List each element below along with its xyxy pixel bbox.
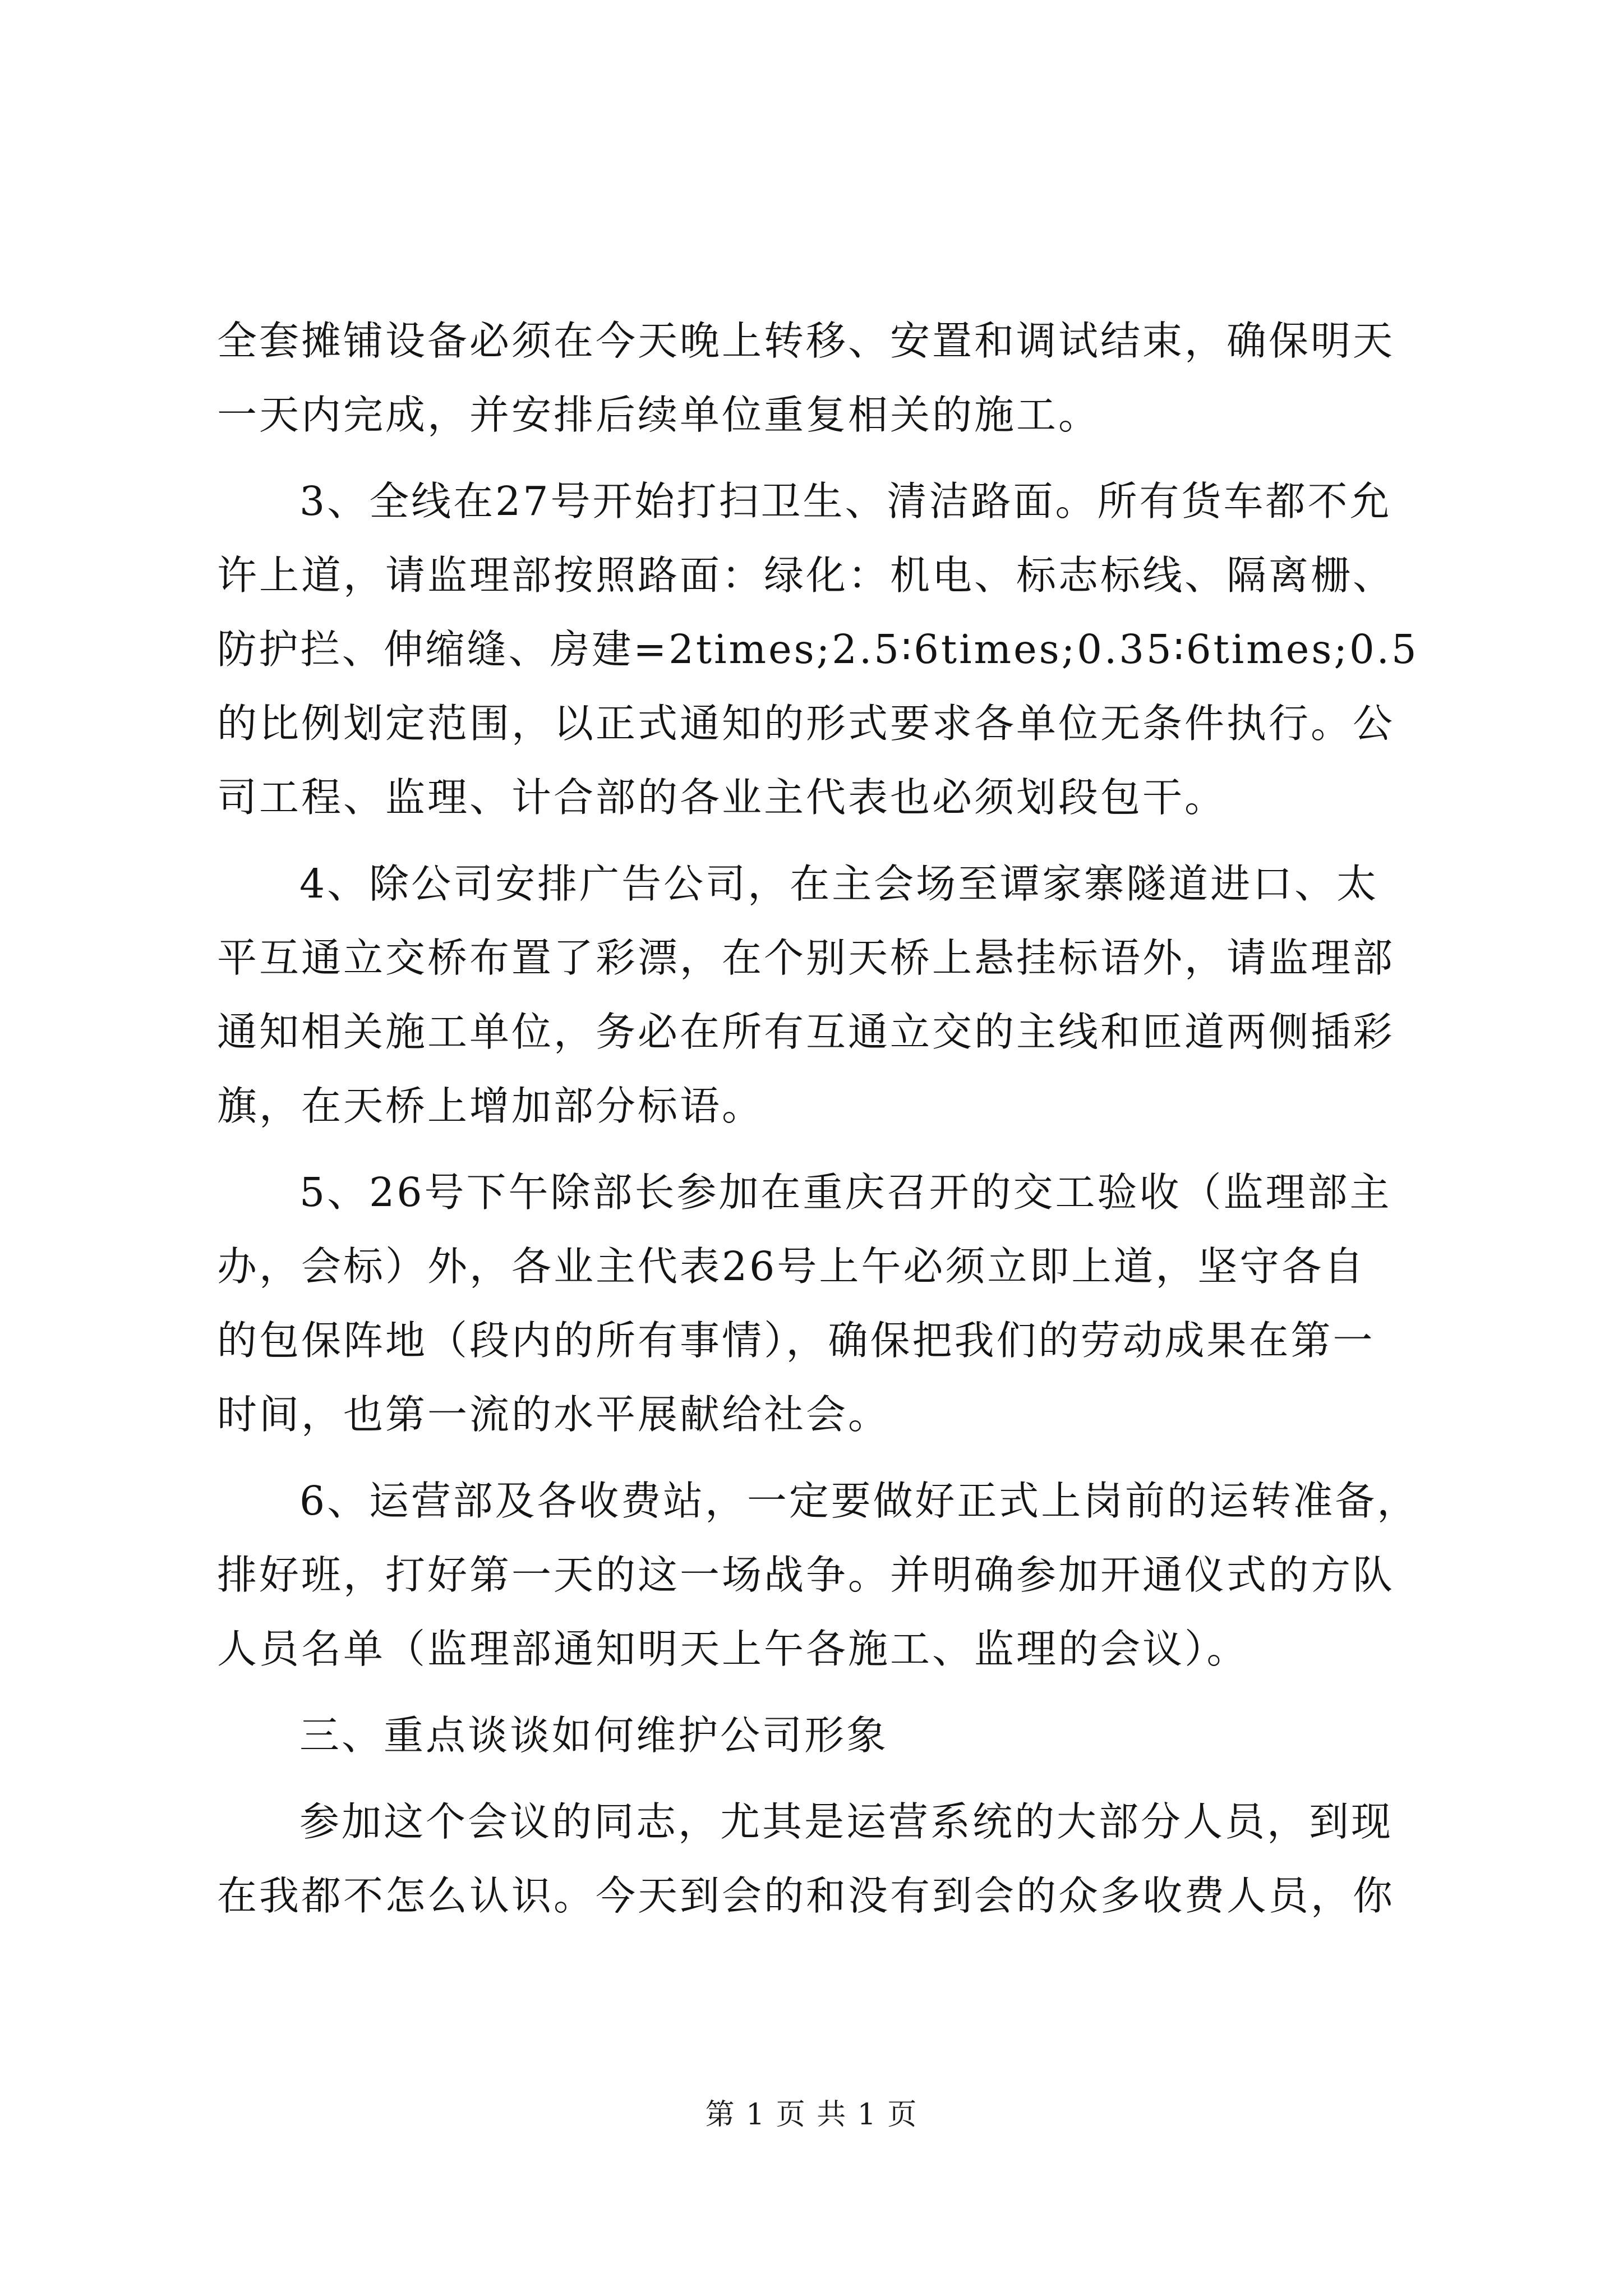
text-line: 办，会标）外，各业主代表26号上午必须立即上道，坚守各自 [217,1243,1366,1290]
text-line: 平互通立交桥布置了彩漂，在个别天桥上悬挂标语外，请监理部 [217,935,1395,981]
text-line: 司工程、监理、计合部的各业主代表也必须划段包干。 [217,774,1227,821]
text-line: 时间，也第一流的水平展献给社会。 [217,1391,891,1438]
text-line: 的包保阵地（段内的所有事情），确保把我们的劳动成果在第一 [217,1317,1375,1364]
text-line: 防护拦、伸缩缝、房建=2times;2.5∶6times;0.35∶6times;0.5 [217,626,1419,673]
text-line: 许上道，请监理部按照路面：绿化：机电、标志标线、隔离栅、 [217,552,1395,599]
text-line: 5、26号下午除部长参加在重庆召开的交工验收（监理部主 [299,1169,1392,1216]
page-footer: 第 1 页 共 1 页 [705,2098,918,2132]
section-heading: 三、重点谈谈如何维护公司形象 [299,1712,889,1759]
text-line: 6、运营部及各收费站，一定要做好正式上岗前的运转准备， [299,1478,1419,1524]
text-line: 一天内完成，并安排后续单位重复相关的施工。 [217,392,1101,438]
text-line: 通知相关施工单位，务必在所有互通立交的主线和匝道两侧插彩 [217,1009,1395,1055]
text-line: 全套摊铺设备必须在今天晚上转移、安置和调试结束，确保明天 [217,318,1395,364]
text-line: 3、全线在27号开始打扫卫生、清洁路面。所有货车都不允 [299,478,1392,524]
text-line: 4、除公司安排广告公司，在主会场至谭家寨隧道进口、太 [299,861,1379,907]
text-line: 排好班，打好第一天的这一场战争。并明确参加开通仪式的方队 [217,1552,1395,1598]
text-line: 人员名单（监理部通知明天上午各施工、监理的会议）。 [217,1626,1249,1672]
text-line: 旗，在天桥上增加部分标语。 [217,1083,764,1129]
text-line: 在我都不怎么认识。今天到会的和没有到会的众多收费人员，你 [217,1872,1395,1919]
text-line: 参加这个会议的同志，尤其是运营系统的大部分人员，到现 [299,1798,1394,1845]
text-line: 的比例划定范围，以正式通知的形式要求各单位无条件执行。公 [217,700,1395,747]
